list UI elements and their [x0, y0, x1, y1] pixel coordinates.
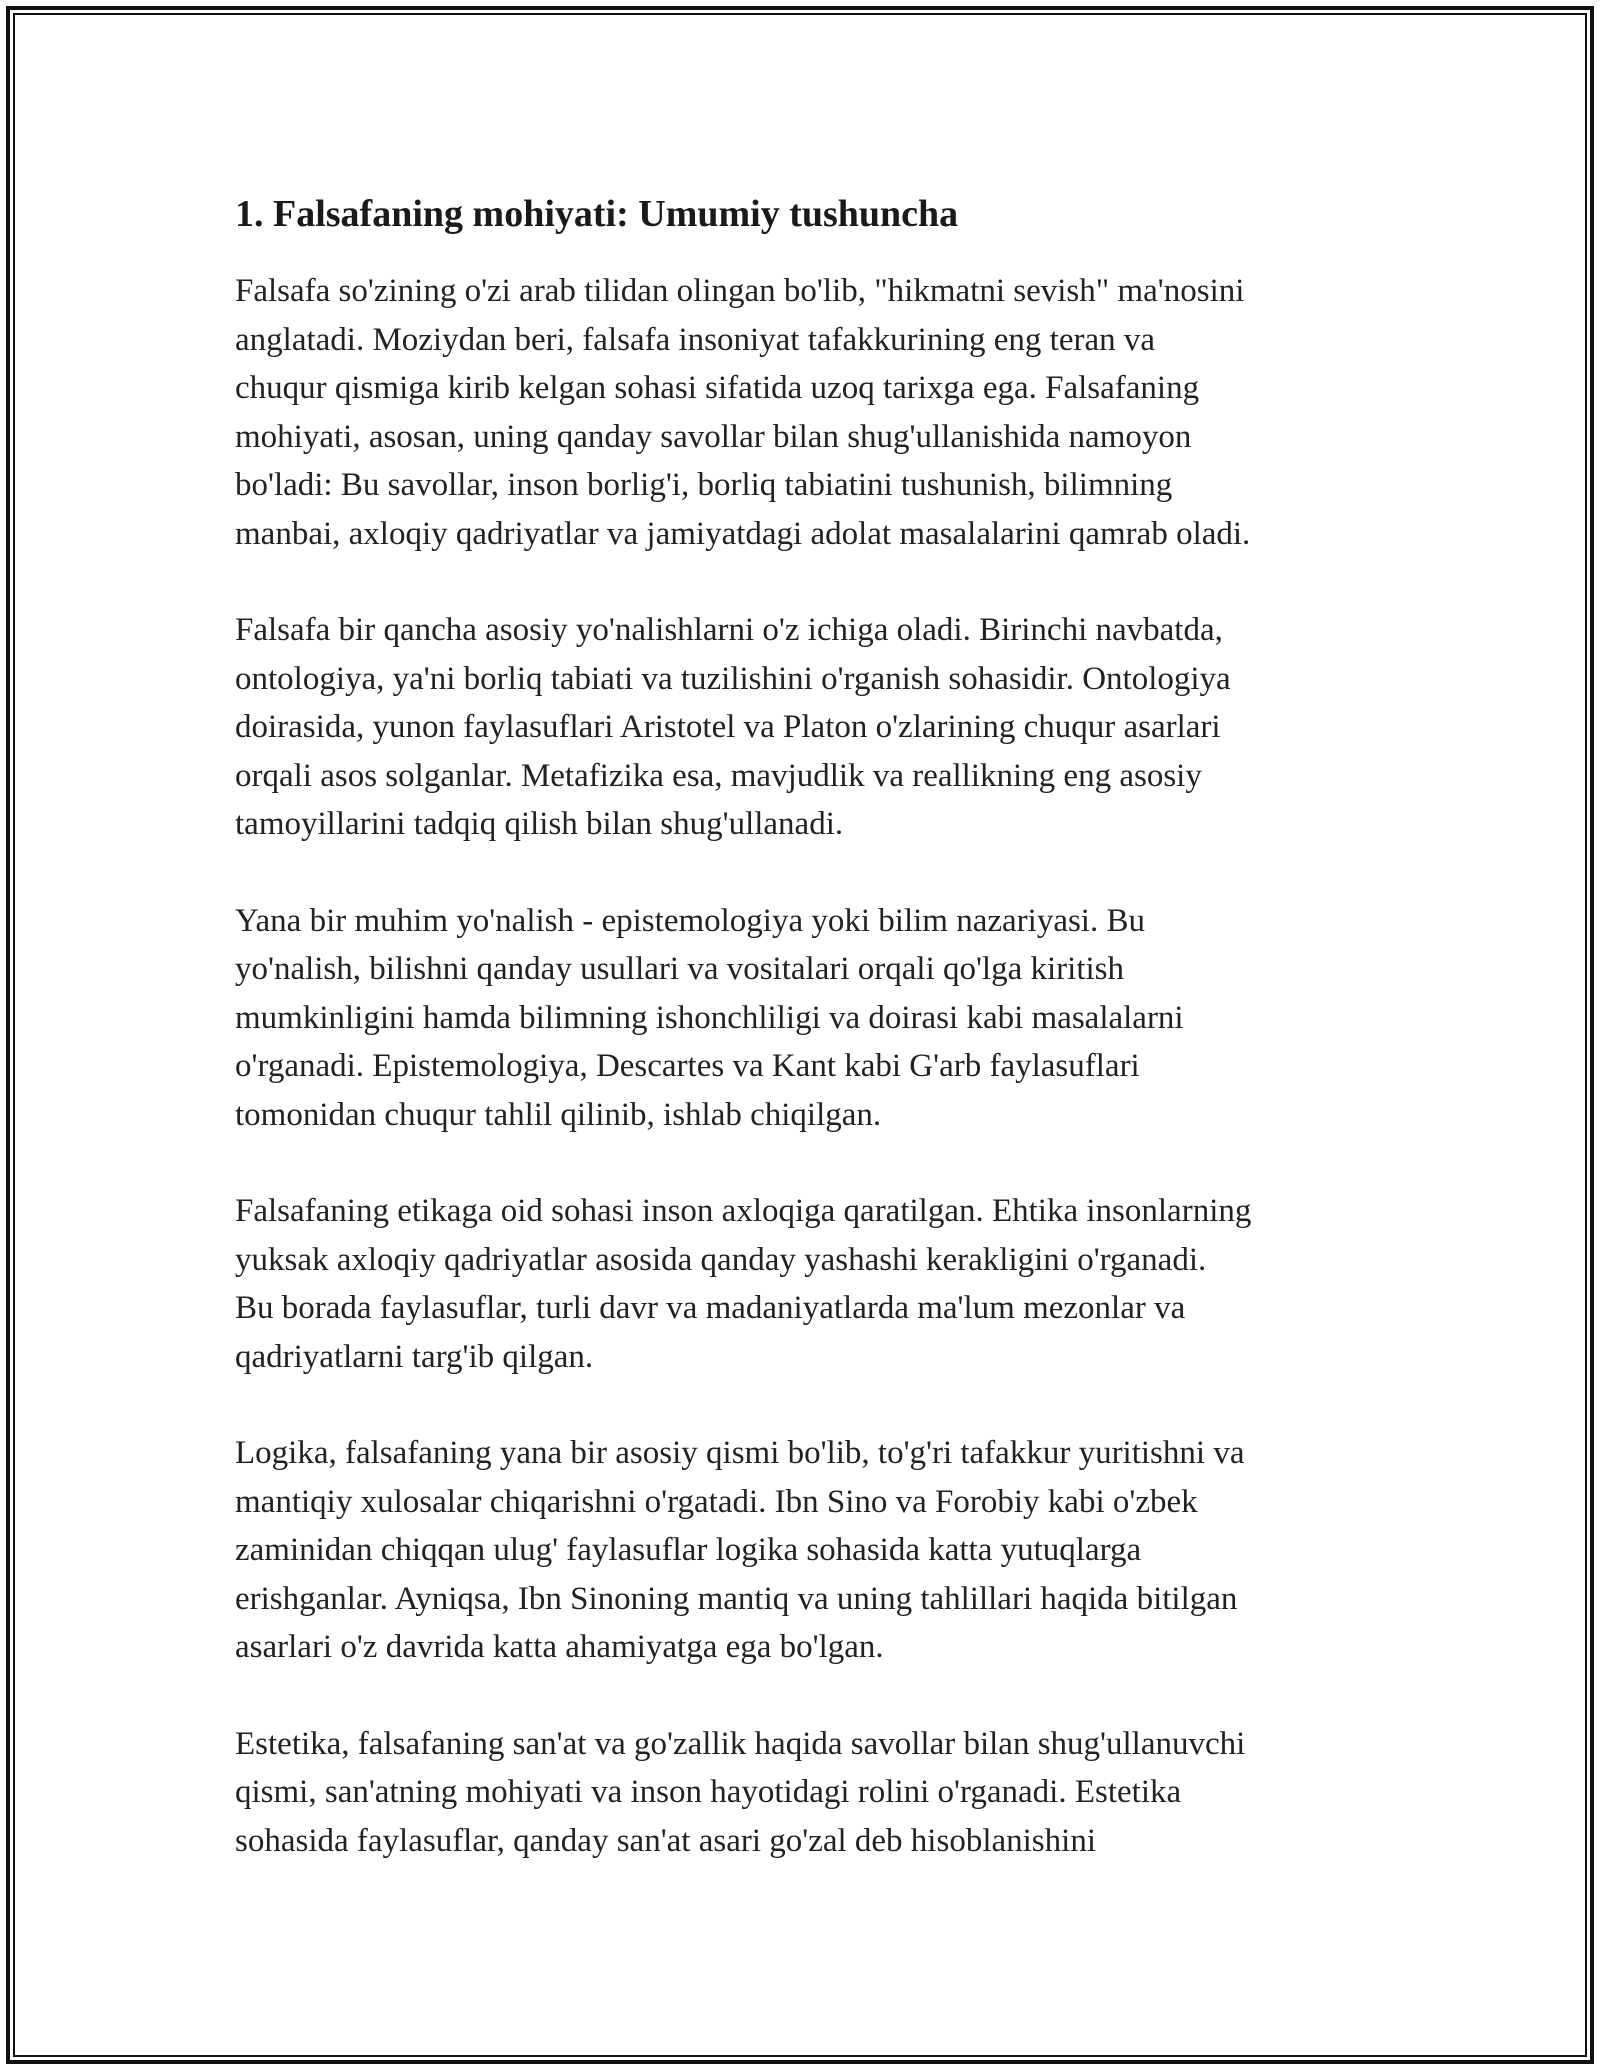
text-line: Yana bir muhim yo'nalish - epistemologiya yoki bilim nazariyasi. Bu [235, 902, 1145, 939]
text-line: Falsafa so'zining o'zi arab tilidan olingan bo'lib, "hikmatni sevish" ma'nosini [235, 273, 1245, 309]
text-line: qadriyatlarni targ'ib qilgan. [235, 1338, 594, 1375]
text-line: Bu borada faylasuflar, turli davr va madaniyatlarda ma'lum mezonlar va [235, 1290, 1186, 1326]
text-line: erishganlar. Ayniqsa, Ibn Sinoning mantiq va uning tahlillari haqida bitilgan [235, 1580, 1238, 1617]
paragraph-epistemology [235, 897, 1375, 1140]
text-line: orqali asos solganlar. Metafizika esa, mavjudlik va reallikning eng asosiy [235, 757, 1202, 794]
paragraph-ethics [235, 1187, 1375, 1381]
text-line: qismi, san'atning mohiyati va inson hayotidagi rolini o'rganadi. Estetika [235, 1774, 1182, 1810]
text-line: doirasida, yunon faylasuflari Aristotel va Platon o'zlarining chuqur asarlari [235, 709, 1221, 745]
text-line: tomonidan chuqur tahlil qilinib, ishlab chiqilgan. [235, 1096, 882, 1133]
text-line: chuqur qismiga kirib kelgan sohasi sifatida uzoq tarixga ega. Falsafaning [235, 370, 1200, 406]
text-line: ontologiya, ya'ni borliq tabiati va tuzilishini o'rganish sohasidir. Ontologiya [235, 660, 1231, 697]
text-line: Falsafaning etikaga oid sohasi inson axloqiga qaratilgan. Ehtika insonlarning [235, 1193, 1252, 1229]
paragraph-ontology [235, 606, 1375, 849]
text-line: asarlari o'z davrida katta ahamiyatga ega bo'lgan. [235, 1629, 884, 1665]
text-line: yo'nalish, bilishni qanday usullari va vositalari orqali qo'lga kiritish [235, 951, 1125, 987]
text-line: tamoyillarini tadqiq qilish bilan shug'ullanadi. [235, 806, 844, 842]
text-line: mohiyati, asosan, uning qanday savollar bilan shug'ullanishida namoyon [235, 418, 1192, 455]
document-body [235, 185, 1375, 1865]
text-line: yuksak axloqiy qadriyatlar asosida qanday yashashi kerakligini o'rganadi. [235, 1241, 1207, 1278]
text-line: manbai, axloqiy qadriyatlar va jamiyatdagi adolat masalalarini qamrab oladi. [235, 515, 1251, 552]
text-line: Estetika, falsafaning san'at va go'zallik haqida savollar bilan shug'ullanuvchi [235, 1725, 1246, 1762]
text-line: mantiqiy xulosalar chiqarishni o'rgatadi. Ibn Sino va Forobiy kabi o'zbek [235, 1483, 1198, 1520]
text-line: Logika, falsafaning yana bir asosiy qismi bo'lib, to'g'ri tafakkur yuritishni va [235, 1435, 1245, 1471]
paragraph-aesthetics [235, 1720, 1375, 1866]
text-line: o'rganadi. Epistemologiya, Descartes va Kant kabi G'arb faylasuflari [235, 1048, 1140, 1084]
text-line: zaminidan chiqqan ulug' faylasuflar logika sohasida katta yutuqlarga [235, 1532, 1142, 1568]
text-line: Falsafa bir qancha asosiy yo'nalishlarni o'z ichiga oladi. Birinchi navbatda, [235, 612, 1223, 648]
text-line: anglatadi. Moziydan beri, falsafa insoniyat tafakkurining eng teran va [235, 321, 1156, 358]
paragraph-logic [235, 1429, 1375, 1672]
paragraph-intro [235, 267, 1375, 558]
text-line: mumkinligini hamda bilimning ishonchliligi va doirasi kabi masalalarni [235, 999, 1184, 1036]
text-line: bo'ladi: Bu savollar, inson borlig'i, borliq tabiatini tushunish, bilimning [235, 467, 1173, 503]
section-heading: 1. Falsafaning mohiyati: Umumiy tushuncha [235, 193, 959, 235]
text-line: sohasida faylasuflar, qanday san'at asari go'zal deb hisoblanishini [235, 1822, 1096, 1859]
